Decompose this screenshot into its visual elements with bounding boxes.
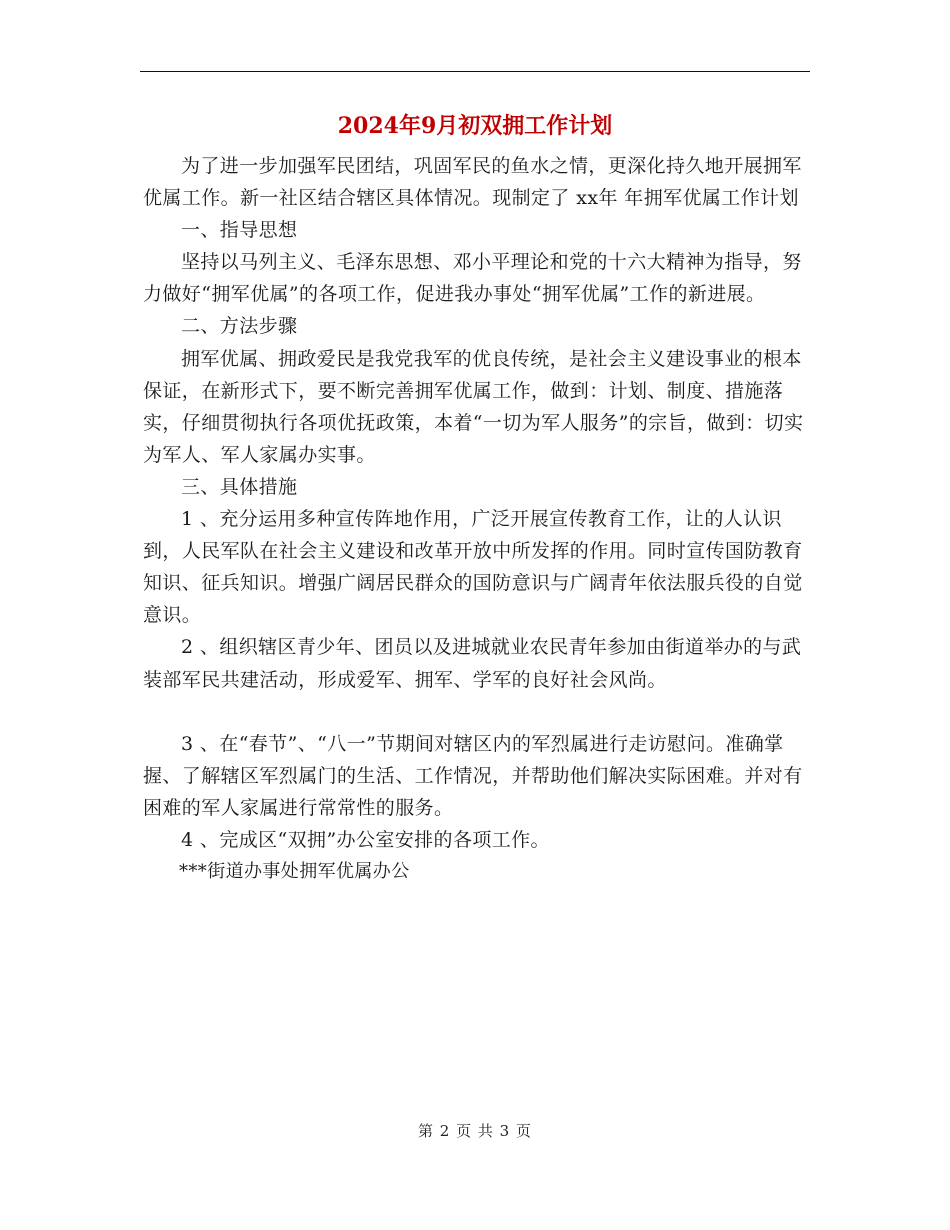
measure-item-4: 4 、完成区“双拥”办公室安排的各项工作。 [181,828,550,851]
document-body [143,150,809,888]
measure-item-2: 2 、组织辖区青少年、团员以及进城就业农民青年参加由街道举办的与武装部军民共建活动，形成爱军、拥军、学军的良好社会风尚。 [143,636,802,691]
methods-paragraph: 拥军优属、拥政爱民是我党我军的优良传统，是社会主义建设事业的根本保证，在新形式下，要不断完善拥军优属工作，做到：计划、制度、措施落实，仔细贯彻执行各项优抚政策，本着“一切为军人服务”的宗旨，做到：切实为军人、军人家属办实事。 [143,347,804,466]
intro-paragraph: 为了进一步加强军民团结，巩固军民的鱼水之情，更深化持久地开展拥军优属工作。新一社区结合辖区具体情况。现制定了 xx年 年拥军优属工作计划 [143,155,802,210]
section-heading-measures: 三、具体措施 [181,475,298,498]
measure-item-1: 1 、充分运用多种宣传阵地作用，广泛开展宣传教育工作，让的人认识到，人民军队在社会主义建设和改革开放中所发挥的作用。同时宣传国防教育知识、征兵知识。增强广阔居民群众的国防意识与广阔青年依法服兵役的自觉意识。 [143,508,803,627]
section-heading-methods: 二、方法步骤 [181,315,298,338]
page-number-footer: 第 2 页 共 3 页 [418,1122,532,1140]
signature-line: ***街道办事处拥军优属办公 [179,860,410,882]
measure-item-3: 3 、在“春节”、“八一”节期间对辖区内的军烈属进行走访慰问。准确掌握、了解辖区军烈属门的生活、工作情况，并帮助他们解决实际困难。并对有困难的军人家属进行常常性的服务。 [143,732,803,819]
header-rule [140,71,810,72]
section-heading-guiding-thought: 一、指导思想 [181,219,298,242]
document-title: 2024年9月初双拥工作计划 [337,113,613,139]
guiding-thought-paragraph: 坚持以马列主义、毛泽东思想、邓小平理论和党的十六大精神为指导，努力做好“拥军优属”的各项工作，促进我办事处“拥军优属”工作的新进展。 [143,251,802,306]
